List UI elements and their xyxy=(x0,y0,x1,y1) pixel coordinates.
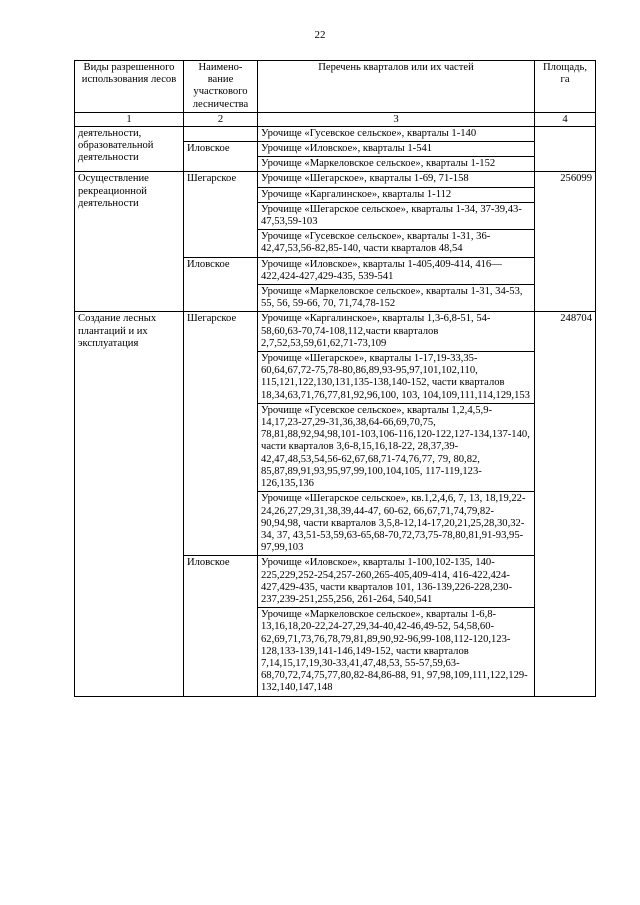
quarters-cell: Урочище «Каргалинское», кварталы 1,3-6,8-51, 54-58,60,63-70,74-108,112,части кварталов 2,7,52,53,59,61,62,71-73,109 xyxy=(258,312,535,352)
forest-use-table xyxy=(74,60,596,697)
table-row xyxy=(75,126,596,141)
quarters-cell: Урочище «Шегарское», кварталы 1-17,19-33,35-60,64,67,72-75,78-80,86,89,93-95,97,101,102,110, 115,121,122,130,131,135-138,140-152, части кварталов 18,34,63,71,76,77,81,92,96,100, 103, 104,109,111,114,129,153 xyxy=(258,352,535,404)
forestry-cell: Иловское xyxy=(184,257,258,312)
table-header-row xyxy=(75,61,596,113)
quarters-cell: Урочище «Гусевское сельское», кварталы 1-31, 36-42,47,53,56-82,85-140, части кварталов 48,54 xyxy=(258,230,535,257)
header-use-types: Виды разрешенного использования лесов xyxy=(75,61,184,113)
header-quarters-list: Перечень кварталов или их частей xyxy=(258,61,535,113)
table-row xyxy=(75,172,596,187)
forestry-cell: Иловское xyxy=(184,556,258,696)
quarters-cell: Урочище «Гусевское сельское», кварталы 1-140 xyxy=(258,126,535,141)
quarters-cell: Урочище «Гусевское сельское», кварталы 1,2,4,5,9-14,17,23-27,29-31,36,38,64-66,69,70,75, 78,81,88,92,94,98,101-103,106-116,120-122,127-134,137-140, части кварталов 3,6-8,15,16,18-22, 28,37,39-42,47,48,53,54,56-62,67,68,71-74,76,77, 79, 80,82, 85,87,89,91,93,95,97,99,100,104,105, 117-119,123-126,135,136 xyxy=(258,403,535,491)
quarters-cell: Урочище «Маркеловское сельское», кварталы 1-31, 34-53, 55, 56, 59-66, 70, 71,74,78-152 xyxy=(258,285,535,312)
quarters-cell: Урочище «Шегарское сельское», кв.1,2,4,6, 7, 13, 18,19,22-24,26,27,29,31,38,39,44-47, 60-62, 66,67,71,74,79,82-90,94,98, части кварталов 3,5,8-12,14-17,20,21,25,28,30,32-34, 37, 43,51-53,59,63-65,68-70,72,73,75-78,80,81,91-93,95-97,99,103 xyxy=(258,492,535,556)
column-number: 1 xyxy=(75,112,184,126)
table-numbering-row xyxy=(75,112,596,126)
column-number: 2 xyxy=(184,112,258,126)
column-number: 3 xyxy=(258,112,535,126)
forestry-cell: Шегарское xyxy=(184,172,258,257)
header-forestry-name: Наимено-вание участкового лесничества xyxy=(184,61,258,113)
forestry-cell: Иловское xyxy=(184,142,258,172)
use-type-cell: деятельности, образовательной деятельности xyxy=(75,126,184,172)
header-area: Площадь, га xyxy=(535,61,596,113)
forestry-cell-empty xyxy=(184,126,258,141)
quarters-cell: Урочище «Иловское», кварталы 1-405,409-414, 416—422,424-427,429-435, 539-541 xyxy=(258,257,535,284)
quarters-cell: Урочище «Иловское», кварталы 1-541 xyxy=(258,142,535,157)
table-row xyxy=(75,312,596,352)
quarters-cell: Урочище «Маркеловское сельское», кварталы 1-152 xyxy=(258,157,535,172)
quarters-cell: Урочище «Маркеловское сельское», кварталы 1-6,8-13,16,18,20-22,24-27,29,34-40,42-46,49-52, 54,58,60-62,69,71,73,76,78,79,81,89,90,92-96,99-108,112-120,123-128,133-139,141-146,149-152, части кварталов 7,14,15,17,19,30-33,41,47,48,53, 55-57,59,63-68,70,72,74,75,77,80,82-84,86-88, 91, 97,98,109,111,122,129-132,140,147,148 xyxy=(258,608,535,696)
area-cell-empty xyxy=(535,126,596,172)
area-cell: 256099 xyxy=(535,172,596,312)
forestry-cell: Шегарское xyxy=(184,312,258,556)
use-type-cell: Осуществление рекреационной деятельности xyxy=(75,172,184,312)
quarters-cell: Урочище «Иловское», кварталы 1-100,102-135, 140-225,229,252-254,257-260,265-405,409-414, 416-422,424-427,429-435, части кварталов 101, 136-139,226-228,230-237,239-251,255,256, 261-264, 540,541 xyxy=(258,556,535,608)
area-cell: 248704 xyxy=(535,312,596,696)
page-number: 22 xyxy=(314,29,326,41)
quarters-cell: Урочище «Шегарское сельское», кварталы 1-34, 37-39,43-47,53,59-103 xyxy=(258,202,535,229)
quarters-cell: Урочище «Каргалинское», кварталы 1-112 xyxy=(258,187,535,202)
use-type-cell: Создание лесных плантаций и их эксплуатация xyxy=(75,312,184,696)
column-number: 4 xyxy=(535,112,596,126)
quarters-cell: Урочище «Шегарское», кварталы 1-69, 71-158 xyxy=(258,172,535,187)
